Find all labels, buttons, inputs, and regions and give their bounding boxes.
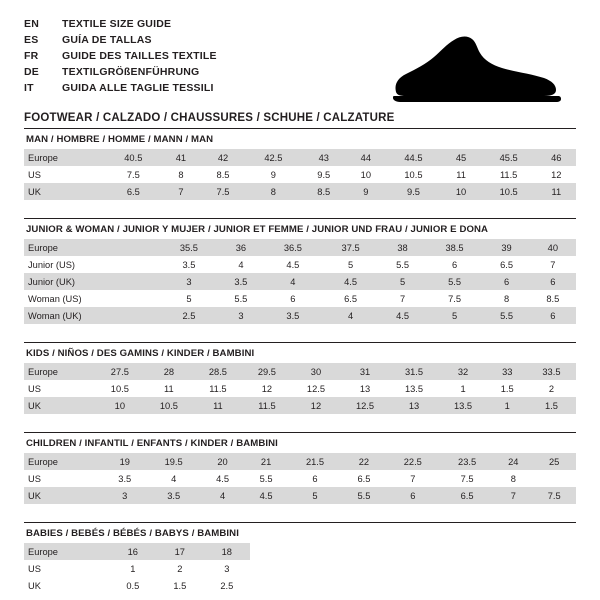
size-cell: 1.5 [527, 397, 576, 414]
size-cell: 33 [488, 363, 527, 380]
size-cell: 33.5 [527, 363, 576, 380]
size-cell: 6.5 [322, 290, 380, 307]
row-label: UK [24, 397, 95, 414]
size-cell: 11.5 [481, 166, 537, 183]
size-cell: 4.5 [244, 487, 288, 504]
table-row [24, 380, 576, 397]
size-cell: 11 [144, 380, 193, 397]
table-row [24, 307, 576, 324]
page-header [24, 18, 576, 124]
size-cell: 19 [103, 453, 147, 470]
size-cell: 1.5 [156, 577, 203, 594]
size-cell: 3.5 [147, 487, 201, 504]
size-cell: 24 [494, 453, 532, 470]
size-cell: 44.5 [385, 149, 441, 166]
language-title-rows [24, 18, 217, 98]
section-title: MAN / HOMBRE / HOMME / MANN / MAN [24, 128, 576, 149]
size-cell: 7 [386, 470, 440, 487]
language-code: EN [24, 18, 39, 30]
size-cell: 7.5 [201, 183, 246, 200]
size-cell: 11 [441, 166, 480, 183]
size-cell: 3 [203, 560, 250, 577]
size-cell: 36.5 [264, 239, 322, 256]
size-cell: 19.5 [147, 453, 201, 470]
size-cell: 6 [288, 470, 342, 487]
size-cell: 42 [201, 149, 246, 166]
language-code: DE [24, 66, 39, 78]
table-row [24, 290, 576, 307]
size-cell: 2.5 [160, 307, 218, 324]
size-cell: 32 [439, 363, 488, 380]
language-row [24, 66, 217, 82]
dress-shoe-icon [384, 32, 564, 108]
size-cell: 25 [532, 453, 576, 470]
language-title-list [24, 18, 217, 98]
size-cell: 1 [439, 380, 488, 397]
size-cell: 22.5 [386, 453, 440, 470]
row-label: Woman (UK) [24, 307, 160, 324]
size-cell: 12.5 [340, 397, 389, 414]
size-cell: 4 [218, 256, 264, 273]
size-cell: 6.5 [483, 256, 529, 273]
language-row [24, 18, 217, 34]
size-cell: 13 [340, 380, 389, 397]
size-cell: 8.5 [201, 166, 246, 183]
size-cell: 9 [346, 183, 385, 200]
language-title: GUÍA DE TALLAS [62, 34, 152, 46]
size-cell: 6 [264, 290, 322, 307]
size-cell: 7 [494, 487, 532, 504]
size-cell: 18 [203, 543, 250, 560]
size-cell: 10.5 [95, 380, 144, 397]
language-row [24, 50, 217, 66]
size-cell: 8 [494, 470, 532, 487]
size-cell: 7.5 [440, 470, 494, 487]
row-label: US [24, 166, 105, 183]
size-cell: 5.5 [483, 307, 529, 324]
size-cell: 5 [160, 290, 218, 307]
row-label: UK [24, 577, 109, 594]
size-cell: 12 [242, 380, 291, 397]
size-cell: 12.5 [291, 380, 340, 397]
size-cell: 13 [390, 397, 439, 414]
size-cell: 28 [144, 363, 193, 380]
size-cell: 10.5 [385, 166, 441, 183]
table-row [24, 239, 576, 256]
size-cell: 10 [346, 166, 385, 183]
size-cell: 3.5 [264, 307, 322, 324]
size-cell: 6.5 [342, 470, 386, 487]
size-cell: 17 [156, 543, 203, 560]
size-cell: 5 [426, 307, 484, 324]
size-cell: 36 [218, 239, 264, 256]
language-title: GUIDE DES TAILLES TEXTILE [62, 50, 217, 62]
language-code: IT [24, 82, 34, 94]
size-cell: 29.5 [242, 363, 291, 380]
size-cell: 31 [340, 363, 389, 380]
row-label: US [24, 380, 95, 397]
size-cell: 10.5 [144, 397, 193, 414]
page-title: FOOTWEAR / CALZADO / CHAUSSURES / SCHUHE / CALZATURE [24, 112, 395, 124]
size-cell: 11.5 [193, 380, 242, 397]
size-cell: 10 [95, 397, 144, 414]
size-cell: 1 [109, 560, 156, 577]
row-label: Woman (US) [24, 290, 160, 307]
size-cell: 4 [322, 307, 380, 324]
size-cell: 5.5 [342, 487, 386, 504]
size-cell: 42.5 [245, 149, 301, 166]
size-cell: 5.5 [244, 470, 288, 487]
size-cell: 1.5 [488, 380, 527, 397]
row-label: UK [24, 183, 105, 200]
section-babies [24, 522, 576, 594]
size-cell: 43 [301, 149, 346, 166]
size-cell: 45.5 [481, 149, 537, 166]
size-cell: 4 [201, 487, 245, 504]
table-row [24, 487, 576, 504]
size-cell: 8.5 [301, 183, 346, 200]
size-cell: 2 [527, 380, 576, 397]
size-cell: 7.5 [105, 166, 161, 183]
size-cell: 9.5 [385, 183, 441, 200]
size-cell: 3 [218, 307, 264, 324]
size-cell: 38.5 [426, 239, 484, 256]
size-cell: 5 [288, 487, 342, 504]
size-cell: 4 [147, 470, 201, 487]
table-row [24, 273, 576, 290]
size-cell: 37.5 [322, 239, 380, 256]
size-cell: 3 [160, 273, 218, 290]
size-cell: 46 [537, 149, 576, 166]
row-label: US [24, 470, 103, 487]
size-cell: 2.5 [203, 577, 250, 594]
row-label: Europe [24, 453, 103, 470]
row-label: UK [24, 487, 103, 504]
size-cell: 21 [244, 453, 288, 470]
size-cell: 10.5 [481, 183, 537, 200]
size-cell: 7.5 [532, 487, 576, 504]
size-cell: 6 [426, 256, 484, 273]
section-man [24, 128, 576, 200]
size-cell: 9 [245, 166, 301, 183]
size-cell: 31.5 [390, 363, 439, 380]
size-cell: 22 [342, 453, 386, 470]
size-cell: 7 [530, 256, 576, 273]
size-cell: 13.5 [439, 397, 488, 414]
size-cell: 0.5 [109, 577, 156, 594]
size-table-babies [24, 543, 250, 594]
table-row [24, 149, 576, 166]
size-cell: 6 [530, 307, 576, 324]
size-cell: 8 [161, 166, 200, 183]
language-row [24, 82, 217, 98]
table-row [24, 363, 576, 380]
size-cell: 38 [379, 239, 425, 256]
size-cell: 4.5 [322, 273, 380, 290]
size-cell: 27.5 [95, 363, 144, 380]
table-row [24, 166, 576, 183]
language-title: TEXTILE SIZE GUIDE [62, 18, 172, 30]
size-cell: 11 [193, 397, 242, 414]
size-cell: 1 [488, 397, 527, 414]
size-cell: 12 [537, 166, 576, 183]
row-label: Europe [24, 239, 160, 256]
row-label: US [24, 560, 109, 577]
size-cell: 4.5 [264, 256, 322, 273]
size-cell: 45 [441, 149, 480, 166]
size-cell: 8 [483, 290, 529, 307]
size-cell: 8 [245, 183, 301, 200]
section-children [24, 432, 576, 504]
size-cell: 4.5 [379, 307, 425, 324]
size-table-kids [24, 363, 576, 414]
row-label: Europe [24, 543, 109, 560]
row-label: Europe [24, 363, 95, 380]
size-cell: 3.5 [160, 256, 218, 273]
size-cell: 3.5 [103, 470, 147, 487]
table-row [24, 543, 250, 560]
size-cell: 8.5 [530, 290, 576, 307]
size-cell: 6.5 [105, 183, 161, 200]
size-cell [532, 470, 576, 487]
size-cell: 10 [441, 183, 480, 200]
table-row [24, 470, 576, 487]
size-cell: 20 [201, 453, 245, 470]
row-label: Europe [24, 149, 105, 166]
size-cell: 6.5 [440, 487, 494, 504]
size-cell: 9.5 [301, 166, 346, 183]
size-cell: 6 [386, 487, 440, 504]
size-table-children [24, 453, 576, 504]
size-cell: 5.5 [426, 273, 484, 290]
size-cell: 41 [161, 149, 200, 166]
size-cell: 2 [156, 560, 203, 577]
size-cell: 7 [379, 290, 425, 307]
size-cell: 35.5 [160, 239, 218, 256]
size-cell: 4 [264, 273, 322, 290]
section-title: CHILDREN / INFANTIL / ENFANTS / KINDER / BAMBINI [24, 432, 576, 453]
table-row [24, 560, 250, 577]
row-label: Junior (UK) [24, 273, 160, 290]
size-cell: 40 [530, 239, 576, 256]
section-kids [24, 342, 576, 414]
table-row [24, 577, 250, 594]
size-cell: 12 [291, 397, 340, 414]
table-row [24, 183, 576, 200]
size-cell: 11 [537, 183, 576, 200]
size-cell: 6 [483, 273, 529, 290]
language-code: FR [24, 50, 39, 62]
size-cell: 3.5 [218, 273, 264, 290]
size-cell: 7 [161, 183, 200, 200]
size-cell: 7.5 [426, 290, 484, 307]
size-cell: 39 [483, 239, 529, 256]
language-title: GUIDA ALLE TAGLIE TESSILI [62, 82, 214, 94]
section-title: JUNIOR & WOMAN / JUNIOR Y MUJER / JUNIOR ET FEMME / JUNIOR UND FRAU / JUNIOR E DONA [24, 218, 576, 239]
size-table-man [24, 149, 576, 200]
size-cell: 5.5 [218, 290, 264, 307]
table-row [24, 256, 576, 273]
table-row [24, 397, 576, 414]
language-code: ES [24, 34, 39, 46]
size-cell: 44 [346, 149, 385, 166]
table-row [24, 453, 576, 470]
size-cell: 3 [103, 487, 147, 504]
size-cell: 28.5 [193, 363, 242, 380]
size-cell: 16 [109, 543, 156, 560]
size-cell: 21.5 [288, 453, 342, 470]
size-cell: 30 [291, 363, 340, 380]
section-title: KIDS / NIÑOS / DES GAMINS / KINDER / BAMBINI [24, 342, 576, 363]
section-junior-woman [24, 218, 576, 324]
size-cell: 5.5 [379, 256, 425, 273]
language-title: TEXTILGRÖßENFÜHRUNG [62, 66, 200, 78]
language-row [24, 34, 217, 50]
size-cell: 23.5 [440, 453, 494, 470]
size-cell: 13.5 [390, 380, 439, 397]
size-cell: 6 [530, 273, 576, 290]
size-cell: 5 [379, 273, 425, 290]
size-cell: 40.5 [105, 149, 161, 166]
row-label: Junior (US) [24, 256, 160, 273]
size-table-junior-woman [24, 239, 576, 324]
size-cell: 4.5 [201, 470, 245, 487]
size-cell: 5 [322, 256, 380, 273]
size-cell: 11.5 [242, 397, 291, 414]
section-title: BABIES / BEBÉS / BÉBÉS / BABYS / BAMBINI [24, 522, 576, 543]
